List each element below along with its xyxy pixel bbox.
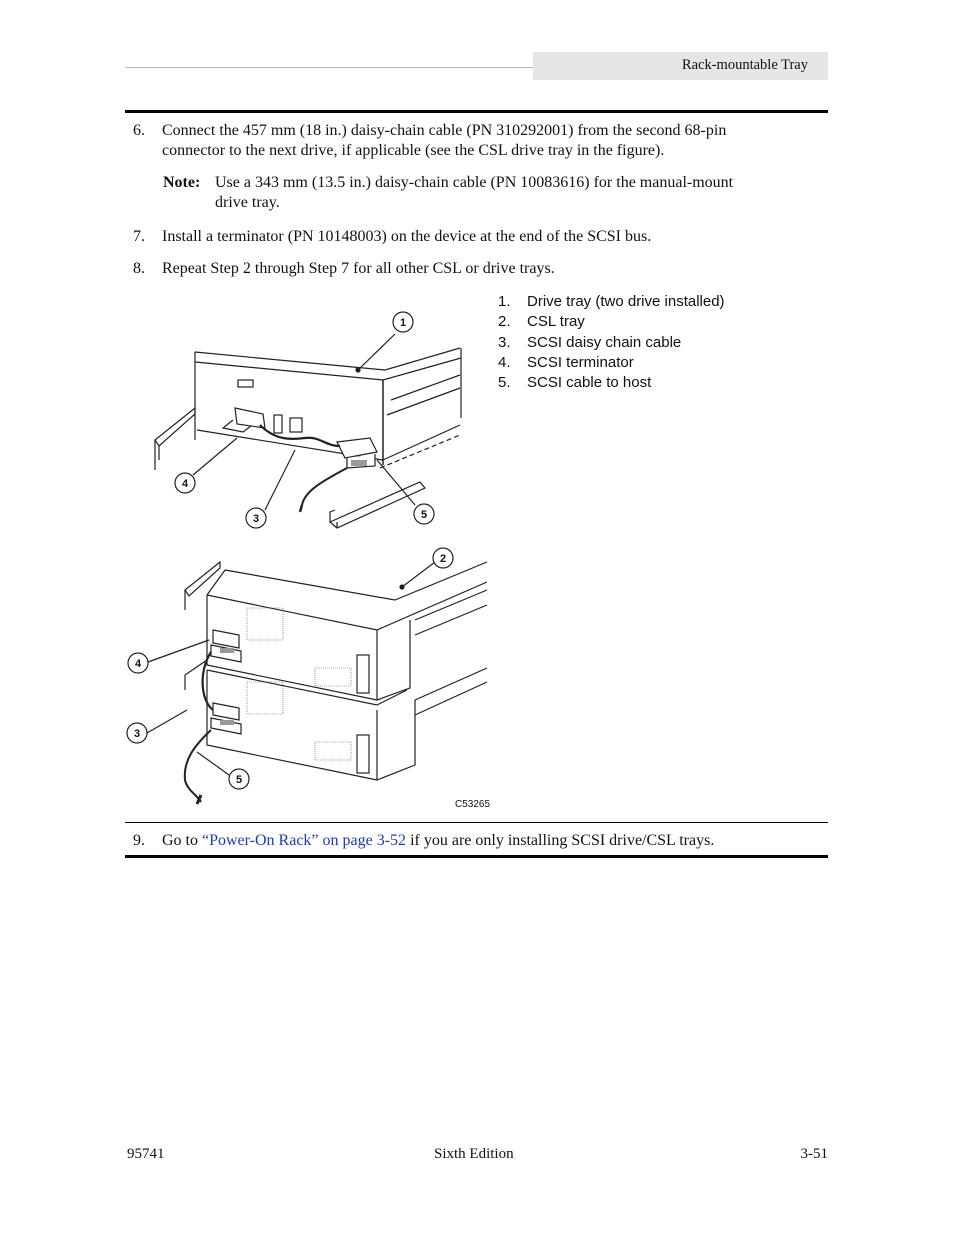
callout-3: 3 <box>252 513 260 525</box>
callout-1: 1 <box>399 317 407 329</box>
doc-number: 95741 <box>127 1146 165 1162</box>
step-number: 7. <box>133 228 145 245</box>
drive-tray-drawing <box>155 334 461 528</box>
power-on-rack-link[interactable]: “Power-On Rack” on page 3-52 <box>202 832 407 849</box>
step-text: Repeat Step 2 through Step 7 for all other CSL or drive trays. <box>162 260 555 277</box>
step-text: Go to <box>162 832 202 849</box>
top-rule <box>125 110 828 113</box>
callout-4: 4 <box>181 478 189 490</box>
installation-figure <box>125 290 505 820</box>
edition: Sixth Edition <box>434 1146 514 1162</box>
header-rule <box>125 67 535 68</box>
callout-5: 5 <box>420 509 428 521</box>
callout-3: 3 <box>133 728 141 740</box>
note-label: Note: <box>163 174 201 191</box>
page-number: 3-51 <box>800 1146 828 1162</box>
callout-5: 5 <box>235 774 243 786</box>
callout-2: 2 <box>439 553 447 565</box>
note-text-line: Use a 343 mm (13.5 in.) daisy-chain cable (PN 10083616) for the manual-mount <box>215 174 734 191</box>
section-title: Rack-mountable Tray <box>681 57 808 73</box>
step-text: if you are only installing SCSI drive/CSL trays. <box>406 832 715 849</box>
step-text-line: Connect the 457 mm (18 in.) daisy-chain cable (PN 310292001) from the second 68-pin <box>162 122 727 139</box>
step-number: 6. <box>133 122 145 139</box>
step-number: 9. <box>133 832 145 849</box>
step-text: Install a terminator (PN 10148003) on the device at the end of the SCSI bus. <box>162 228 652 245</box>
step-number: 8. <box>133 260 145 277</box>
note-text-line: drive tray. <box>215 194 280 211</box>
bottom-rule <box>125 855 828 858</box>
step-text-line: connector to the next drive, if applicable (see the CSL drive tray in the figure). <box>162 142 665 159</box>
csl-tray-drawing <box>147 562 487 804</box>
step-rule <box>125 822 828 823</box>
running-header <box>533 52 828 80</box>
callout-4: 4 <box>134 658 142 670</box>
figure-id: C53265 <box>455 799 491 810</box>
